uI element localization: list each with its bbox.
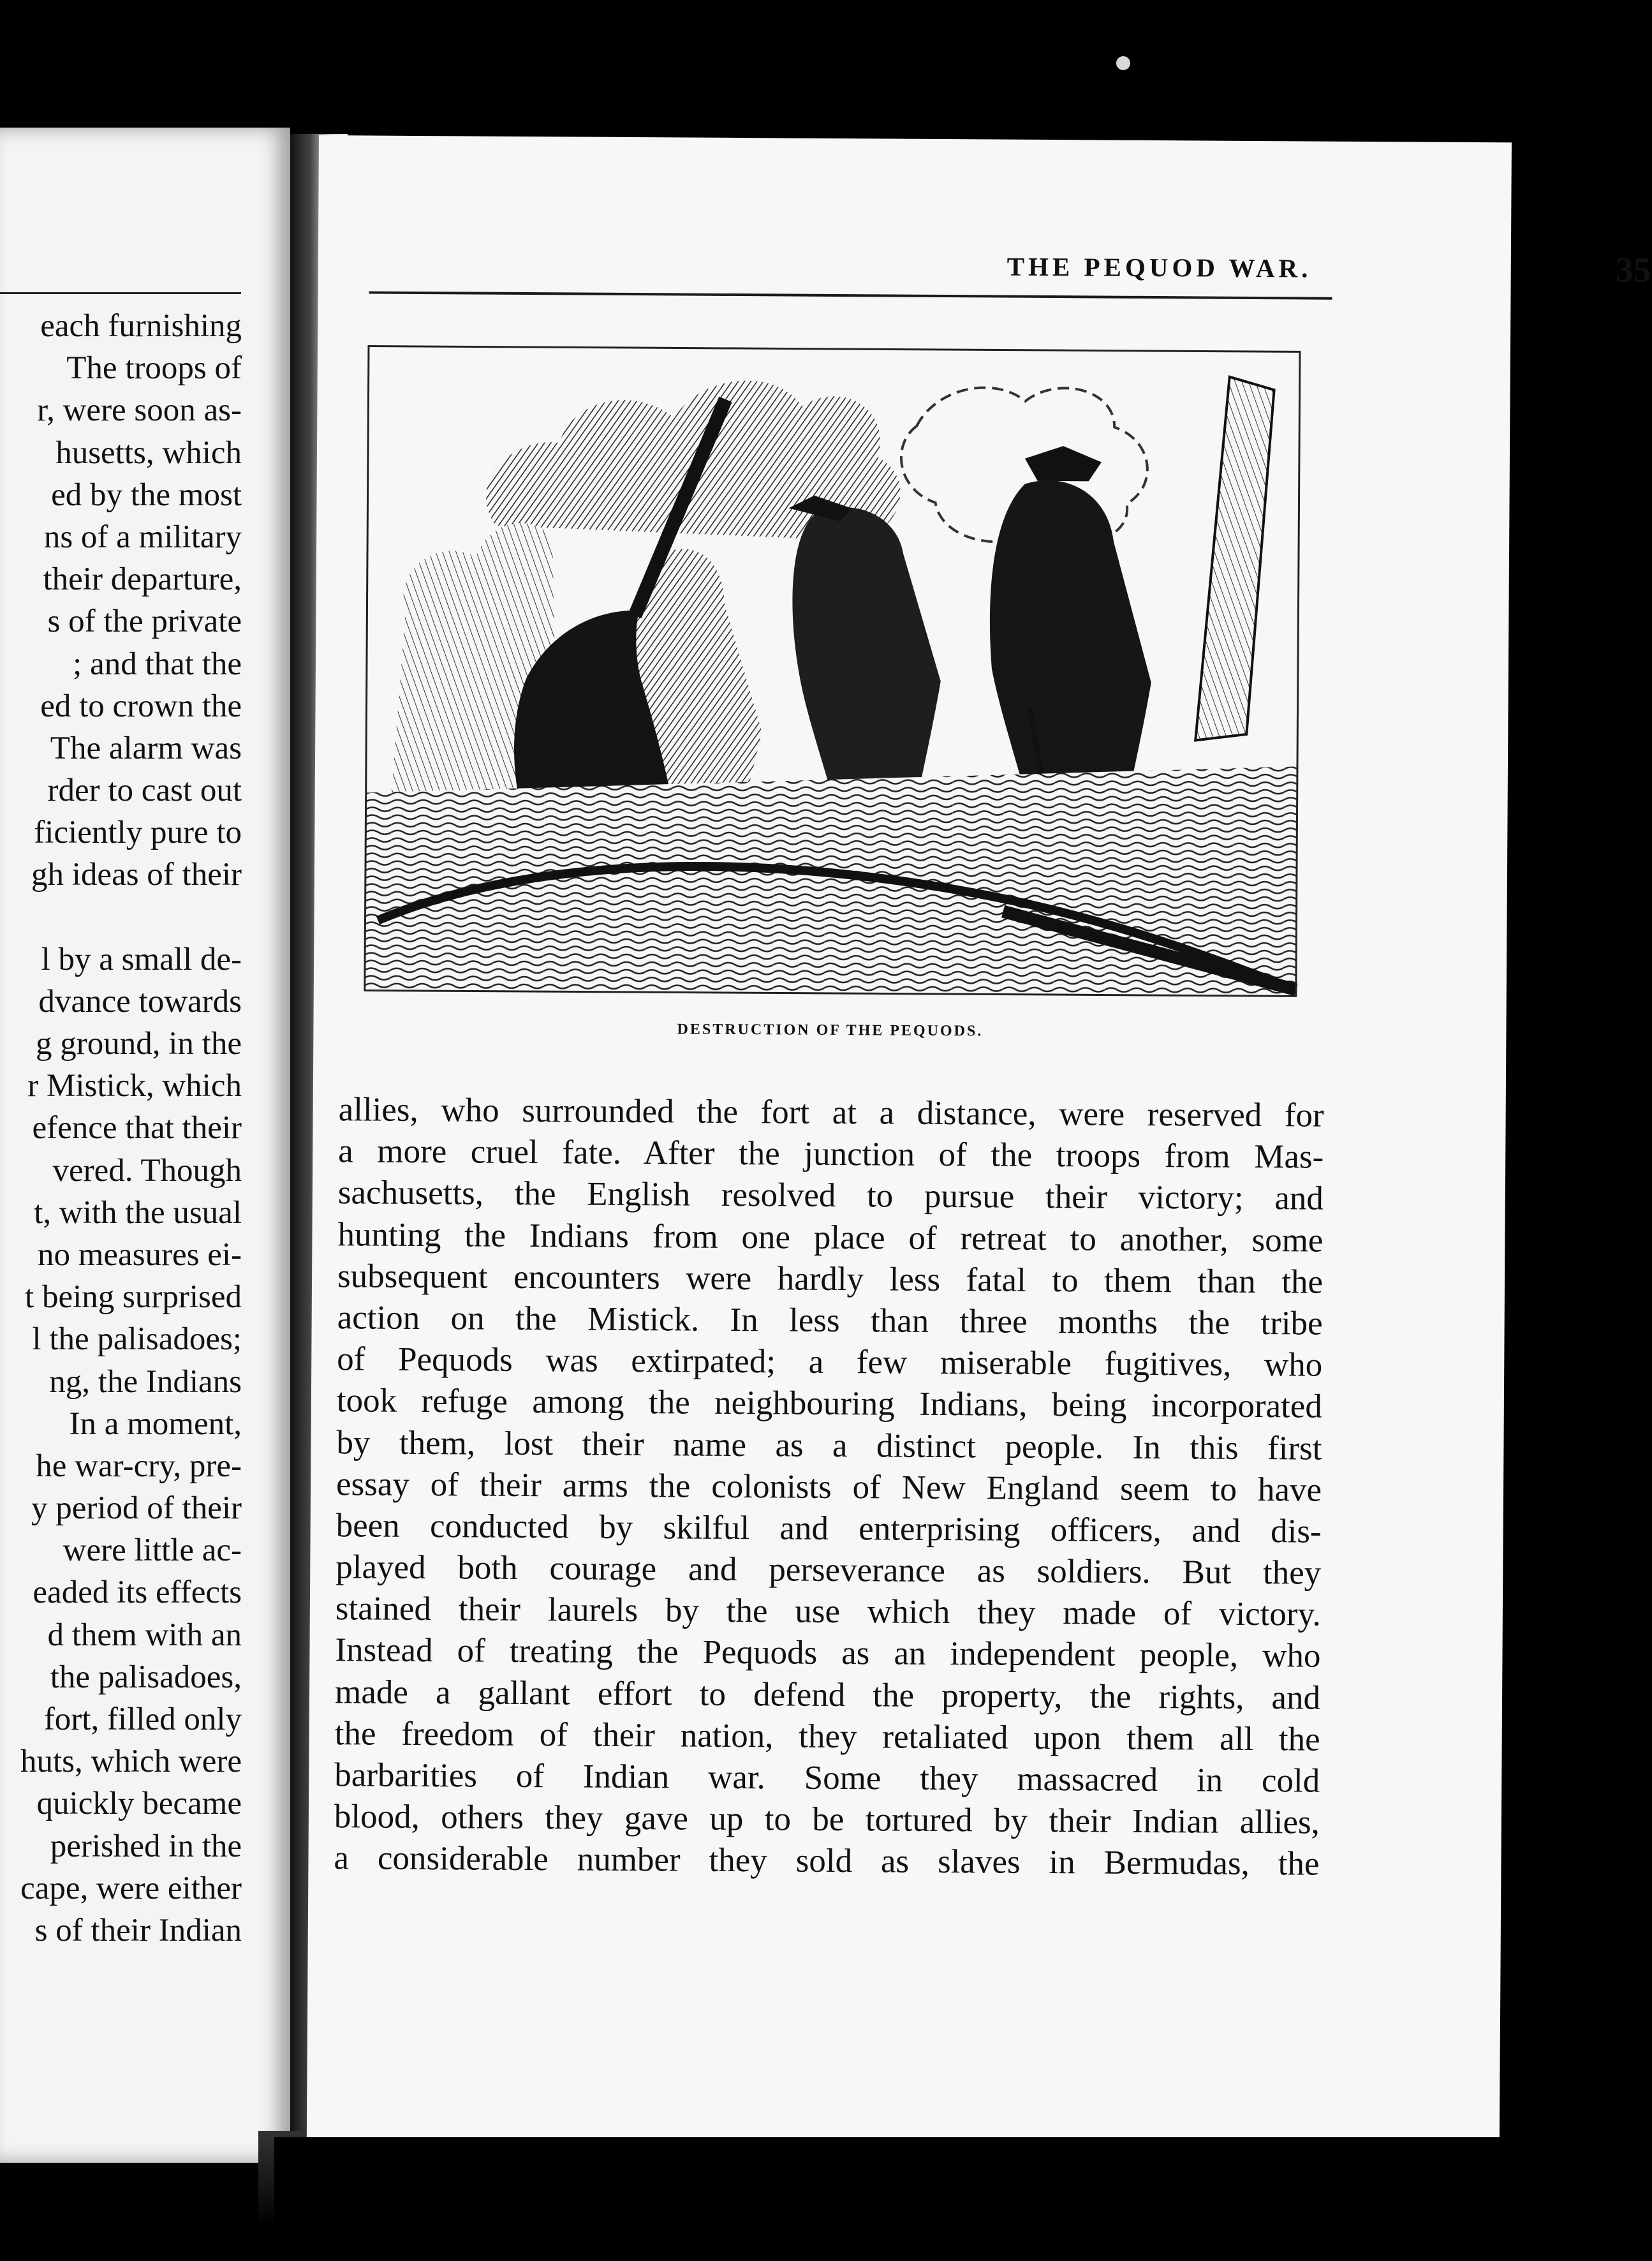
body-line: made a gallant effort to defend the property, the rights, and [334, 1673, 1321, 1717]
left-line: fort, filled only [43, 1701, 242, 1737]
left-line: g ground, in the [36, 1026, 242, 1062]
left-line: ficiently pure to [34, 815, 242, 851]
body-line: sachusetts, the English resolved to pursue their victory; and [337, 1174, 1324, 1218]
body-text [334, 1089, 1324, 1885]
scan-speck [1116, 56, 1130, 70]
left-line: y period of their [31, 1490, 242, 1527]
body-line: took refuge among the neighbouring Indians, being incorporated [336, 1382, 1323, 1425]
left-line: ng, the Indians [49, 1363, 242, 1400]
engraving-svg [365, 346, 1300, 996]
body-line: played both courage and perseverance as soldiers. But they [336, 1548, 1322, 1592]
right-page [306, 135, 1651, 2184]
left-line: l the palisadoes; [32, 1321, 242, 1358]
left-line: r, were soon as- [37, 392, 242, 429]
body-line: the freedom of their nation, they retaliated upon them all the [334, 1715, 1320, 1758]
left-line: ed to crown the [40, 688, 242, 724]
left-line: perished in the [50, 1828, 242, 1864]
left-line: t being surprised [25, 1279, 242, 1316]
left-line: s of their Indian [34, 1912, 242, 1948]
left-line: r Mistick, which [27, 1068, 242, 1104]
left-line: ; and that the [73, 646, 242, 682]
running-title: THE PEQUOD WAR. [1007, 251, 1312, 283]
left-line: eaded its effects [33, 1575, 242, 1611]
body-line: hunting the Indians from one place of retreat to another, some [337, 1215, 1324, 1259]
left-line: rder to cast out [47, 773, 242, 809]
left-paragraph-gap [0, 896, 242, 938]
left-line: efence that their [32, 1110, 242, 1146]
left-line: s of the private [47, 604, 242, 640]
body-line: a more cruel fate. After the junction of the troops from Mas- [338, 1132, 1324, 1176]
body-line: stained their laurels by the use which they made of victory. [335, 1590, 1322, 1633]
left-line: were little ac- [63, 1532, 242, 1569]
body-line: allies, who surrounded the fort at a distance, were reserved for [338, 1091, 1324, 1134]
officer-hat [1025, 446, 1102, 482]
body-line: a considerable number they sold as slaves in Bermudas, the [334, 1839, 1320, 1883]
left-line: the palisadoes, [50, 1659, 242, 1695]
left-line: their departure, [43, 561, 242, 598]
illustration-caption: DESTRUCTION OF THE PEQUODS. [677, 1021, 984, 1040]
palisade-post [1195, 376, 1274, 741]
body-line: blood, others they gave up to be tortured by their Indian allies, [334, 1798, 1320, 1841]
left-page-text [0, 305, 242, 1952]
body-line: action on the Mistick. In less than three months the tribe [337, 1299, 1323, 1342]
left-line: ns of a military [43, 519, 242, 555]
left-line: cape, were either [20, 1870, 242, 1906]
left-line: l by a small de- [41, 941, 242, 977]
left-line: In a moment, [69, 1405, 242, 1442]
left-line: husetts, which [55, 434, 242, 471]
left-line: dvance towards [38, 983, 242, 1019]
bottom-shadow [274, 2137, 1524, 2261]
left-line: d them with an [47, 1617, 242, 1653]
left-line: quickly became [36, 1786, 242, 1822]
left-line: vered. Though [52, 1152, 242, 1189]
left-line: no measures ei- [37, 1236, 242, 1273]
body-line: essay of their arms the colonists of New England seem to have [336, 1465, 1322, 1509]
left-line: each furnishing [40, 308, 242, 344]
body-line: by them, lost their name as a distinct people. In this first [336, 1423, 1322, 1467]
left-line: huts, which were [20, 1744, 242, 1780]
left-page-fragment [0, 128, 290, 2163]
left-line: gh ideas of their [31, 857, 242, 893]
left-line: t, with the usual [34, 1194, 242, 1231]
left-line: The alarm was [50, 730, 242, 766]
left-line: he war-cry, pre- [36, 1448, 242, 1484]
woodcut-engraving [365, 346, 1300, 996]
body-line: barbarities of Indian war. Some they massacred in cold [334, 1756, 1320, 1800]
left-header-rule [0, 292, 241, 294]
left-line: ed by the most [51, 477, 242, 513]
page-number: 35 [1615, 250, 1651, 290]
body-line: subsequent encounters were hardly less fatal to them than the [337, 1257, 1324, 1301]
left-line: The troops of [66, 350, 242, 387]
body-line: Instead of treating the Pequods as an independent people, who [335, 1631, 1321, 1675]
body-line: of Pequods was extirpated; a few miserable fugitives, who [337, 1340, 1323, 1384]
body-line: been conducted by skilful and enterprising officers, and dis- [336, 1507, 1322, 1550]
